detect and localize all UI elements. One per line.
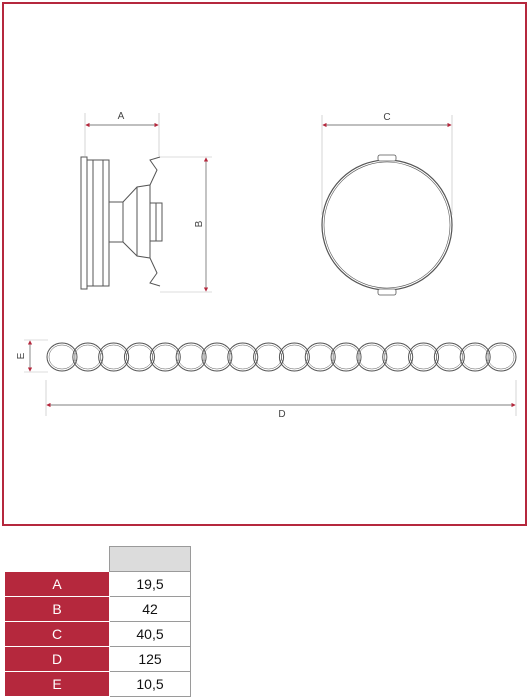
row-value: 19,5 [110,572,191,597]
table-header-row [5,547,191,572]
row-value: 40,5 [110,622,191,647]
chain-ring-inner [126,345,152,369]
row-label: E [5,672,110,697]
chain-ring-inner [204,345,230,369]
dim-e-line [24,340,48,372]
chain-ring-inner [488,345,514,369]
dim-a-label: A [117,111,125,122]
row-label: D [5,647,110,672]
chain-ring-inner [256,345,282,369]
chain-ring-inner [75,345,101,369]
row-label: B [5,597,110,622]
table-header-blank [5,547,110,572]
side-view [81,157,162,289]
chain-ring-inner [411,345,437,369]
chain-ring-inner [101,345,127,369]
table-row [5,647,191,672]
dim-c-line [322,115,452,215]
table-row [5,572,191,597]
row-label: C [5,622,110,647]
table-row [5,622,191,647]
chain-ring-inner [307,345,333,369]
chain-ring-inner [436,345,462,369]
chain-ring-inner [359,345,385,369]
table-row [5,597,191,622]
dim-b-label: B [194,220,205,228]
dim-c-label: C [383,112,391,123]
row-value: 42 [110,597,191,622]
chain-ring-inner [152,345,178,369]
row-value: 125 [110,647,191,672]
chain-ring-inner [230,345,256,369]
table-row [5,672,191,697]
row-value: 10,5 [110,672,191,697]
row-label: A [5,572,110,597]
chain-ring-inner [462,345,488,369]
dimensions-table [4,546,191,697]
dim-e-label: E [16,352,27,360]
dim-d-label: D [278,409,286,420]
chain-ring-inner [49,345,75,369]
chain-ring-inner [385,345,411,369]
chain-ring-inner [281,345,307,369]
table-header-cell [110,547,191,572]
chain-of-rings [47,343,516,371]
chain-ring-inner [333,345,359,369]
chain-ring-inner [178,345,204,369]
front-view-ring [322,155,452,295]
